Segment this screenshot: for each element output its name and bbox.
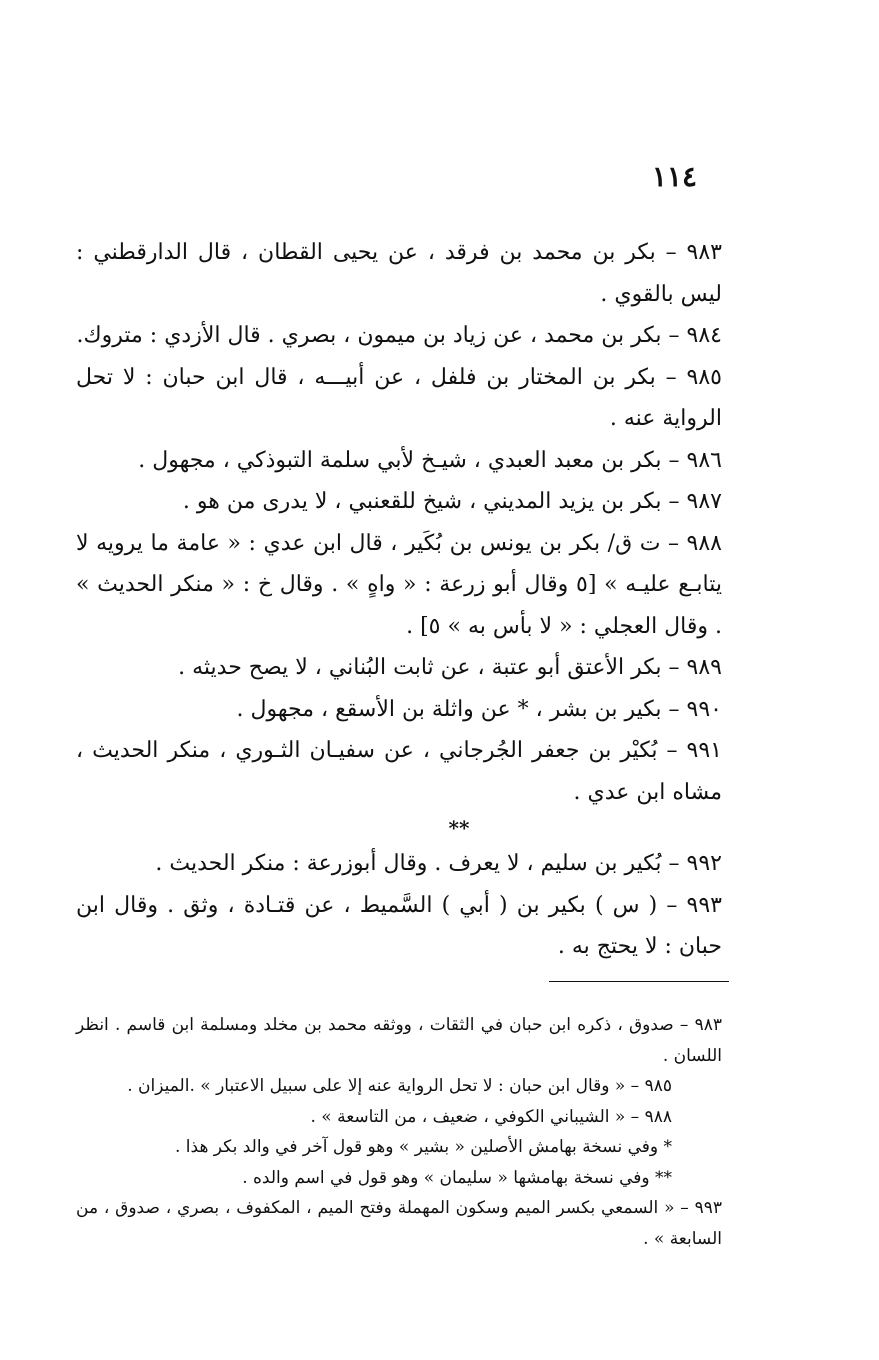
footnote-988: ٩٨٨ – « الشيباني الكوفي ، ضعيف ، من التاسعة » . bbox=[310, 1106, 672, 1127]
section-separator: ** bbox=[448, 816, 470, 840]
entry-983: ٩٨٣ – بكر بن محمد بن فرقد ، عن يحيى القطان ، قال الدارقطني : ليس بالقوي . bbox=[76, 240, 722, 307]
entry-984: ٩٨٤ – بكر بن محمد ، عن زياد بن ميمون ، بصري . قال الأزدي : متروك. bbox=[76, 323, 722, 348]
footnote-star: * وفي نسخة بهامش الأصلين « بشير » وهو قول آخر في والد بكر هذا . bbox=[174, 1137, 672, 1157]
footnote-985: ٩٨٥ – « وقال ابن حبان : لا تحل الرواية عنه إلا على سبيل الاعتبار » .الميزان . bbox=[127, 1076, 672, 1096]
entry-986: ٩٨٦ – بكر بن معبد العبدي ، شيـخ لأبي سلمة التبوذكي ، مجهول . bbox=[138, 447, 722, 473]
entry-993: ٩٩٣ – ( س ) بكير بن ( أبي ) السَّميط ، عن قتـادة ، وثق . وقال ابن حبان : لا يحتج به . bbox=[76, 892, 722, 959]
entry-988: ٩٨٨ – ت ق/ بكر بن يونس بن بُكَير ، قال ابن عدي : « عامة ما يرويه لا يتابـع عليـه » [٥ وقال أبو زرعة : « واهٍ » . وقال خ : « منكر الحديث » . وقال العجلي : « لا بأس به » ٥] . bbox=[76, 530, 722, 639]
entry-985: ٩٨٥ – بكر بن المختار بن فلفل ، عن أبيـــه ، قال ابن حبان : لا تحل الرواية عنه . bbox=[76, 364, 722, 431]
footnote-983: ٩٨٣ – صدوق ، ذكره ابن حبان في الثقات ، ووثقه محمد بن مخلد ومسلمة ابن قاسم . انظر اللسان . bbox=[76, 1015, 722, 1066]
entry-992: ٩٩٢ – بُكير بن سليم ، لا يعرف . وقال أبوزرعة : منكر الحديث . bbox=[155, 851, 722, 876]
entry-987: ٩٨٧ – بكر بن يزيد المديني ، شيخ للقعنبي ، لا يدرى من هو . bbox=[182, 489, 722, 514]
entry-991: ٩٩١ – بُكيْر بن جعفر الجُرجاني ، عن سفيـان الثـوري ، منكر الحديث ، مشاه ابن عدي . bbox=[76, 738, 722, 805]
footnote-divider bbox=[549, 981, 729, 982]
entry-989: ٩٨٩ – بكر الأعتق أبو عتبة ، عن ثابت البُناني ، لا يصح حديثه . bbox=[178, 655, 722, 680]
entry-990: ٩٩٠ – بكير بن بشر ، * عن واثلة بن الأسقع ، مجهول . bbox=[236, 696, 722, 722]
footnote-double-star: ** وفي نسخة بهامشها « سليمان » وهو قول في اسم والده . bbox=[242, 1167, 672, 1188]
page-number: ١١٤ bbox=[651, 160, 697, 193]
footnotes bbox=[76, 1010, 722, 1254]
main-text bbox=[76, 232, 722, 968]
footnote-993: ٩٩٣ – « السمعي بكسر الميم وسكون المهملة وفتح الميم ، المكفوف ، بصري ، صدوق ، من السابعة » . bbox=[76, 1198, 722, 1249]
